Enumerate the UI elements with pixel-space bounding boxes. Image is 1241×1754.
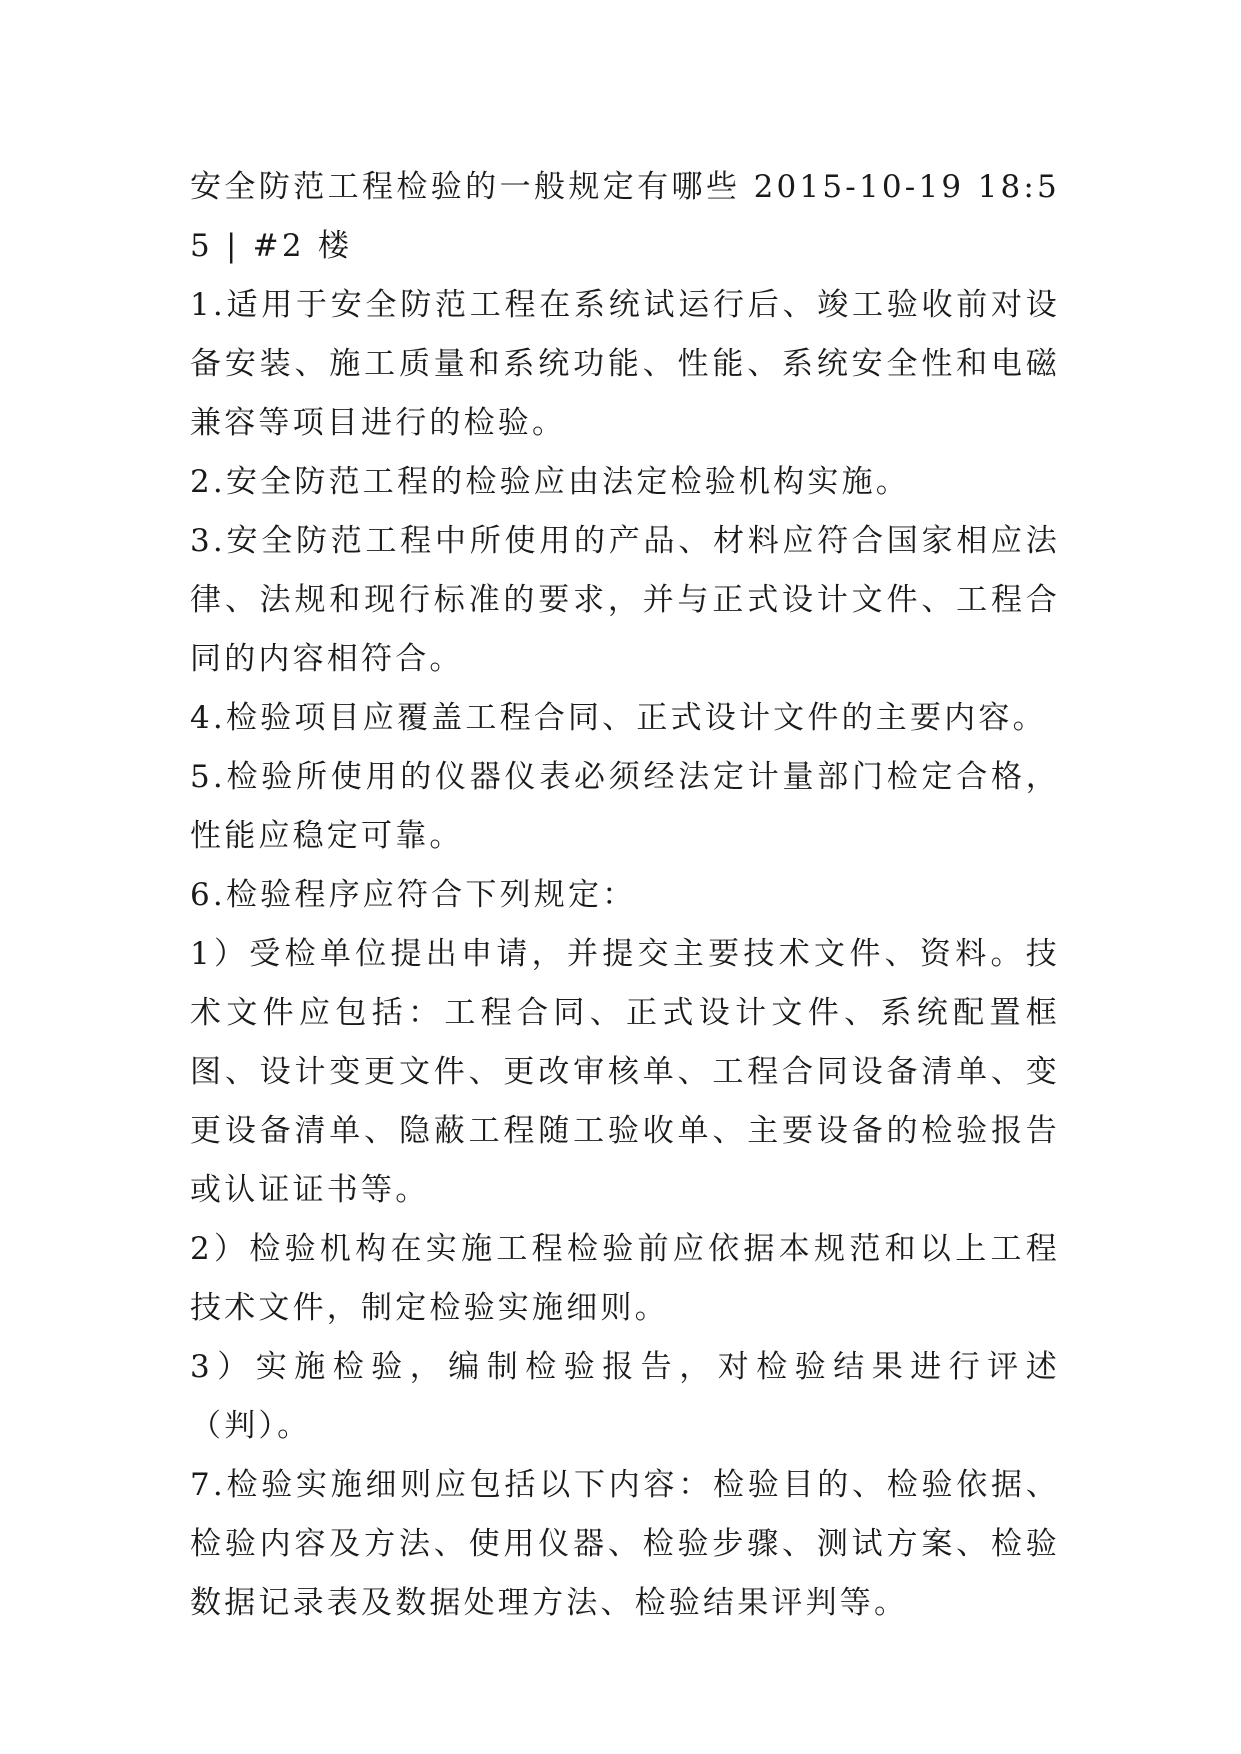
paragraph-1: 1.适用于安全防范工程在系统试运行后、竣工验收前对设备安装、施工质量和系统功能、性能、系统安全性和电磁兼容等项目进行的检验。: [190, 287, 1060, 441]
paragraph-7: 7.检验实施细则应包括以下内容：检验目的、检验依据、检验内容及方法、使用仪器、检验步骤、测试方案、检验数据记录表及数据处理方法、检验结果评判等。: [190, 1467, 1060, 1621]
paragraph-6-2: 2）检验机构在实施工程检验前应依据本规范和以上工程技术文件，制定检验实施细则。: [190, 1231, 1060, 1326]
paragraph-5: 5.检验所使用的仪器仪表必须经法定计量部门检定合格，性能应稳定可靠。: [190, 759, 1060, 854]
document-title: 安全防范工程检验的一般规定有哪些 2015-10-19 18:55 | #2 楼: [190, 169, 1060, 264]
paragraph-6: 6.检验程序应符合下列规定：: [190, 877, 637, 913]
paragraph-2: 2.安全防范工程的检验应由法定检验机构实施。: [190, 464, 910, 500]
paragraph-6-1: 1）受检单位提出申请，并提交主要技术文件、资料。技术文件应包括：工程合同、正式设计文件、系统配置框图、设计变更文件、更改审核单、工程合同设备清单、变更设备清单、隐蔽工程随工验收单、主要设备的检验报告或认证证书等。: [190, 936, 1060, 1208]
paragraph-6-3: 3）实施检验，编制检验报告，对检验结果进行评述（判）。: [190, 1349, 1060, 1444]
paragraph-3: 3.安全防范工程中所使用的产品、材料应符合国家相应法律、法规和现行标准的要求，并与正式设计文件、工程合同的内容相符合。: [190, 523, 1060, 677]
document-body: [190, 158, 1060, 1633]
paragraph-4: 4.检验项目应覆盖工程合同、正式设计文件的主要内容。: [190, 700, 1047, 736]
